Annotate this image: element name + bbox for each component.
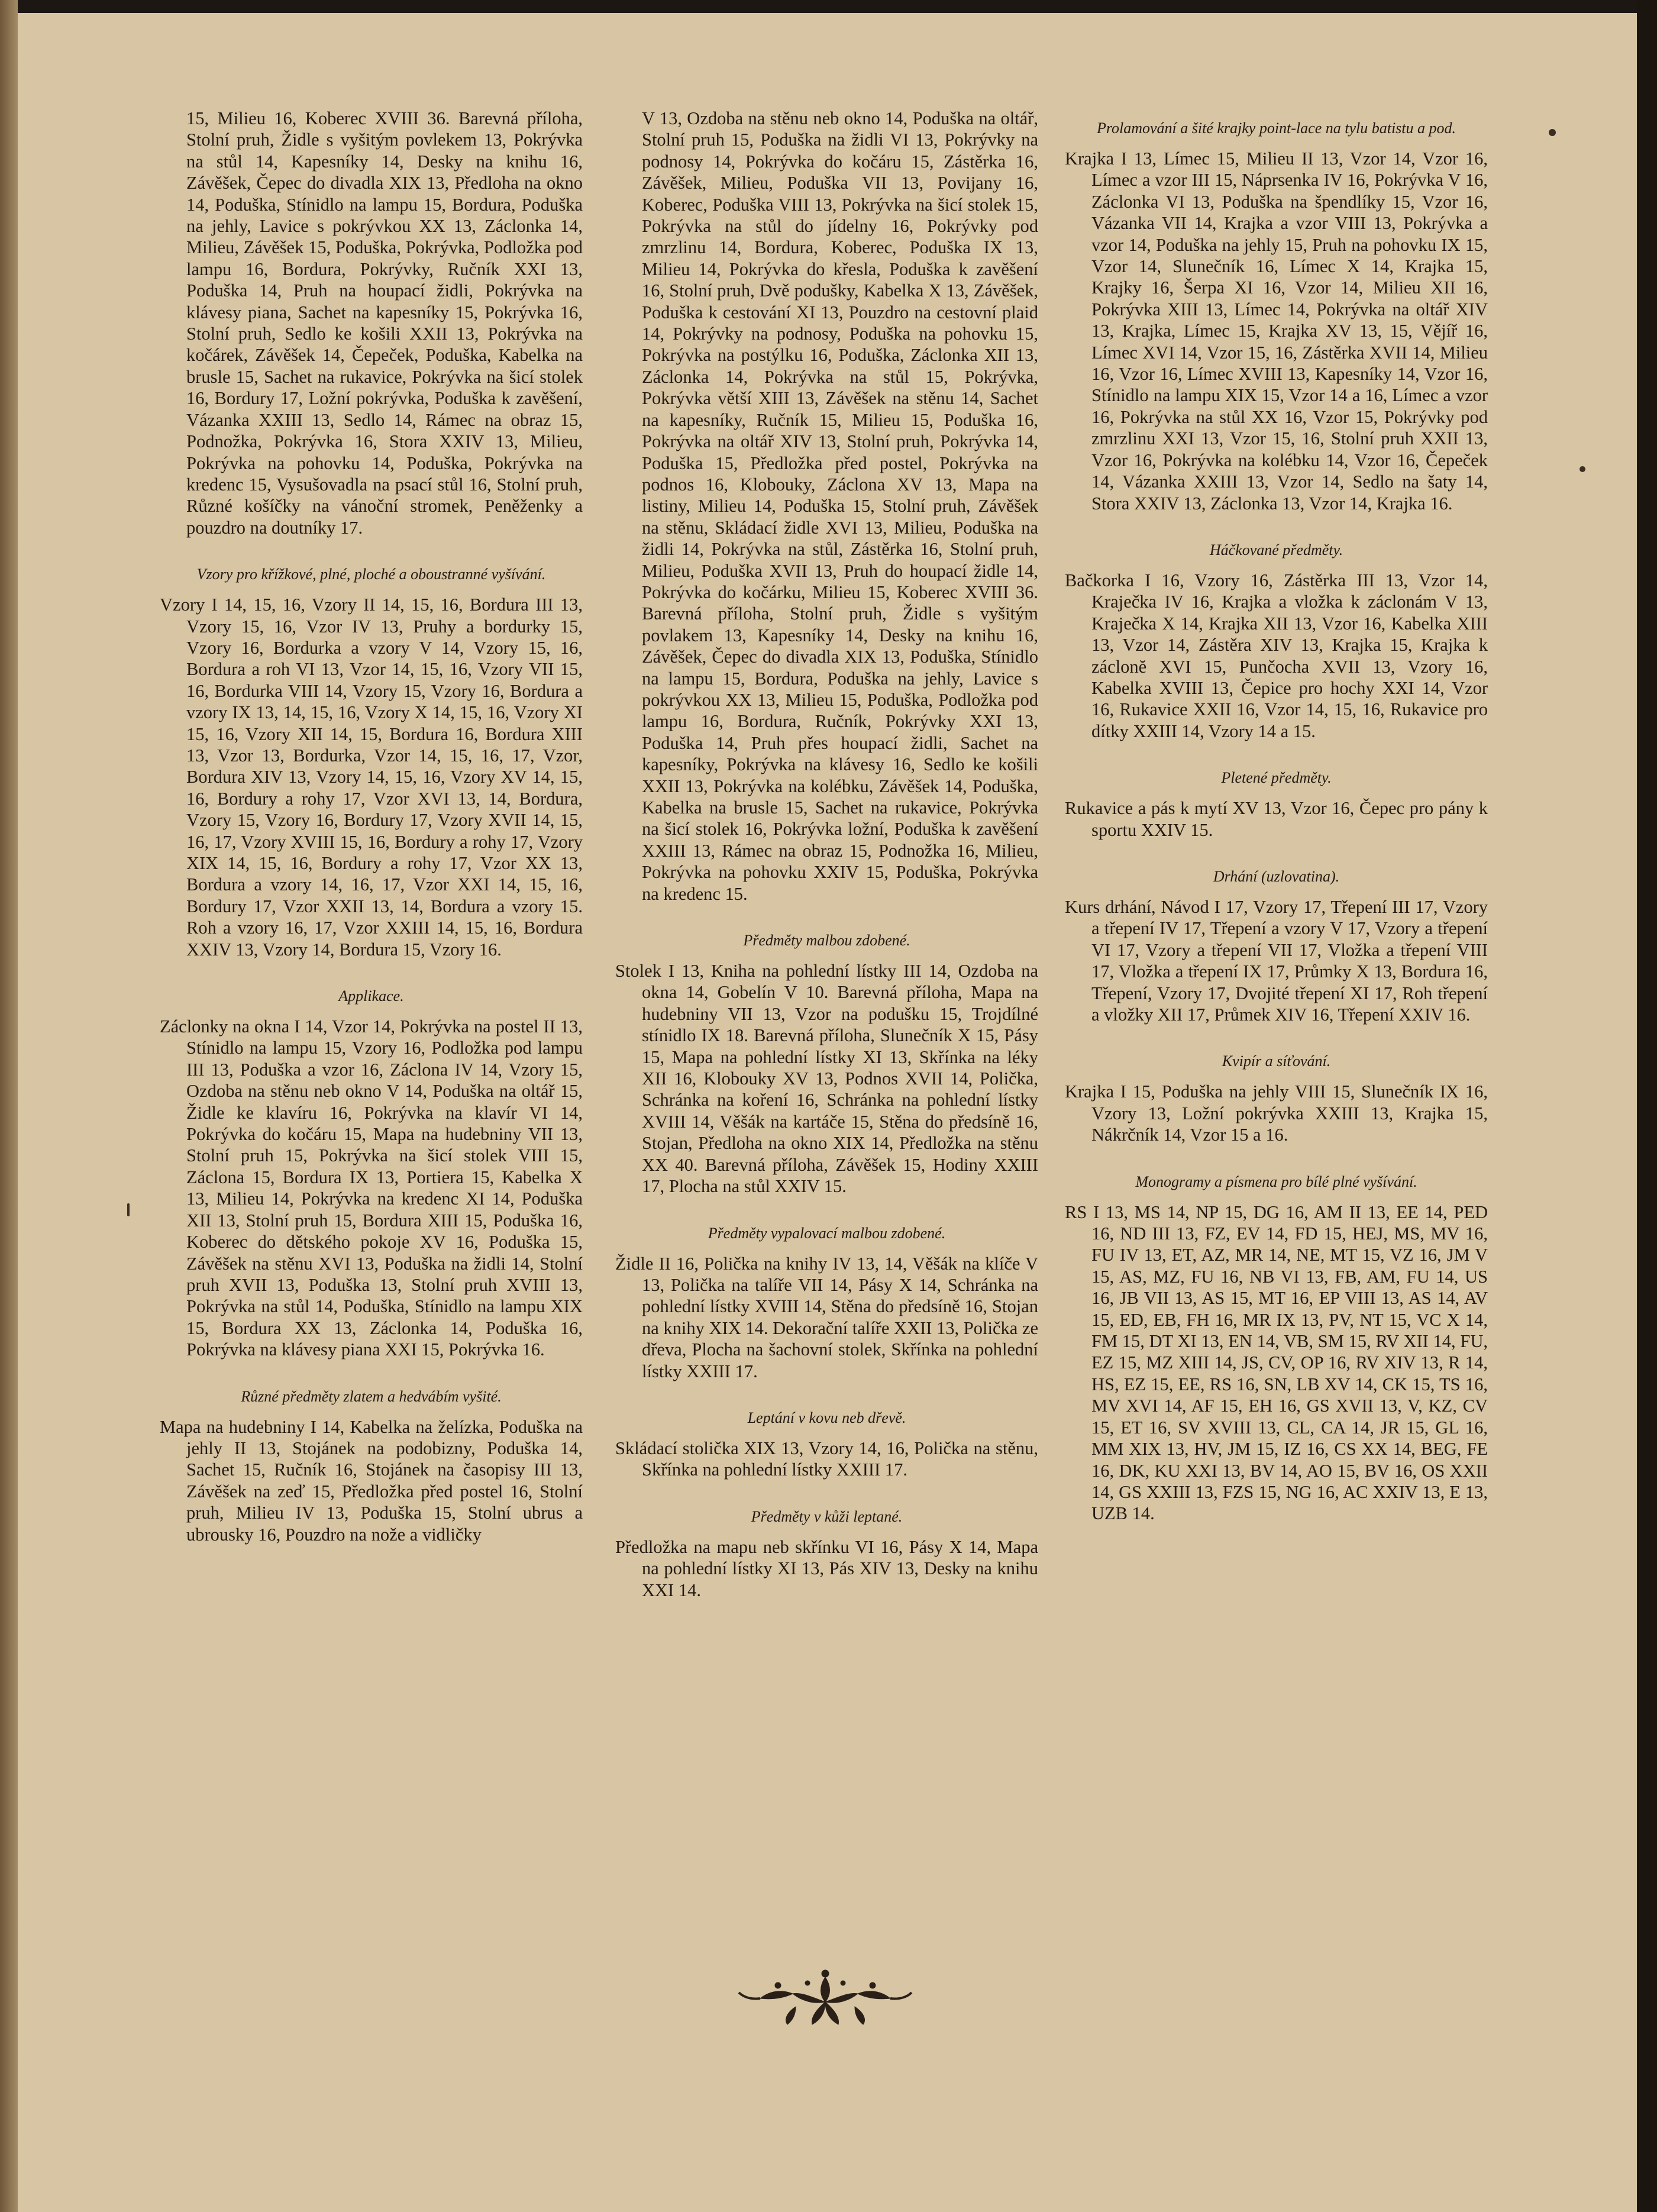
page-gutter: [0, 0, 18, 2212]
paragraph-macrame: Kurs drhání, Návod I 17, Vzory 17, Třepení III 17, Vzory a třepení IV 17, Třepení a vzory V 17, Vzory a třepení VI 17, Vzory a třepení VII 17, Vložka a třepení VIII 17, Vložka a třepení IX 17, Průmky X 13, Bordura 16, Třepení, Vzory 17, Dvojité třepení XI 17, Roh třepení a vložky XII 17, Průmek XIV 16, Třepení XXIV 16.: [1065, 896, 1488, 1025]
floral-ornament-icon: [737, 1965, 914, 2030]
ink-spot: [1549, 129, 1556, 136]
section-heading-crochet: Háčkované předměty.: [1209, 541, 1343, 558]
paragraph-continued-2: V 13, Ozdoba na stěnu neb okno 14, Poduška na oltář, Stolní pruh 15, Poduška na židli VI 13, Pokrývky na podnosy 14, Pokrývka do kočáru 15, Zástěrka 16, Závěšek, Milieu, Poduška VII 13, Povijany 16, Koberec, Poduška VIII 13, Pokrývka na šicí stolek 15, Pokrývka na stůl do jídelny 16, Pokrývky pod zmrzlinu 14, Bordura, Koberec, Poduška IX 13, Milieu 14, Pokrývka do křesla, Poduška k zavěšení 16, Stolní pruh, Dvě podušky, Kabelka X 13, Závěšek, Poduška k cestování XI 13, Pouzdro na cestovní plaid 14, Pokrývky na podnosy, Poduška na pohovku 15, Pokrývka na postýlku 16, Poduška, Záclonka XII 13, Záclonka 14, Pokrývka na stůl 15, Pokrývka, Pokrývka větší XIII 13, Závěšek na stěnu 14, Sachet na kapesníky, Ručník 15, Milieu 15, Poduška 16, Pokrývka na oltář XIV 13, Stolní pruh, Pokrývka 14, Poduška 15, Předložka před postel, Pokrývka na podnos 16, Klobouky, Záclona XV 13, Mapa na listiny, Milieu 14, Poduška 15, Stolní pruh, Závěšek na stěnu, Skládací židle XVI 13, Milieu, Poduška na židli 14, Pokrývka na stůl, Zástěrka 16, Stolní pruh, Milieu, Poduška XVII 13, Pruh do houpací židle 14, Pokrývka do kočárku, Milieu 15, Koberec XVIII 36. Barevná příloha, Stolní pruh, Židle s vyšitým povlakem 13, Kapesníky 14, Desky na knihu 16, Závěšek, Čepec do divadla XIX 13, Poduška, Stínidlo na lampu 15, Bordura, Poduška na jehly, Lavice s pokrývkou XX 13, Milieu 15, Poduška, Podložka pod lampu 16, Bordura, Ručník, Pokrývky XXI 13, Poduška 14, Pruh přes houpací židli, Sachet na kapesníky, Pokrývka na klávesy 16, Sedlo ke košili XXII 13, Pokrývka na kolébku, Závěšek 14, Poduška, Kabelka na brusle 15, Sachet na rukavice, Pokrývka na šicí stolek 16, Pokrývka ložní, Poduška k zavěšení XXIII 13, Rámec na obraz 15, Podnožka 16, Milieu, Pokrývka na pohovku XXIV 15, Poduška, Pokrývka na kredenc 15.: [642, 108, 1038, 904]
ink-spot: [1580, 466, 1585, 472]
paragraph-patterns: Vzory I 14, 15, 16, Vzory II 14, 15, 16, Bordura III 13, Vzory 15, 16, Vzor IV 13, Pruhy a bordurky 15, Vzory 16, Bordurka a vzory V 14, Vzory 15, 16, Bordura a roh VI 13, Vzor 14, 15, 16, Vzory VII 15, 16, Bordurka VIII 14, Vzory 15, Vzory 16, Bordura a vzory IX 13, 14, 15, 16, Vzory X 14, 15, 16, Vzory XI 15, 16, Vzory XII 14, 15, Bordura 16, Bordura XIII 13, Vzor 13, Bordurka, Vzor 14, 15, 16, 17, Vzor, Bordura XIV 13, Vzory 14, 15, 16, Vzory XV 14, 15, 16, Bordury a rohy 17, Vzor XVI 13, 14, Bordura, Vzory 15, Vzory 16, Bordury 17, Vzory XVII 14, 15, 16, 17, Vzory XVIII 15, 16, Bordury a rohy 17, Vzory XIX 14, 15, 16, Bordury a rohy 17, Vzor XX 13, Bordura a vzory 14, 16, 17, Vzor XXI 14, 15, 16, Bordury 17, Vzor XXII 13, 14, Bordura a vzory 15. Roh a vzory 16, 17, Vzor XXIII 14, 15, 16, Bordura XXIV 13, Vzory 14, Bordura 15, Vzory 16.: [160, 595, 583, 960]
section-heading-monograms: Monogramy a písmena pro bílé plné vyšívání.: [1135, 1173, 1417, 1190]
paragraph-continued: 15, Milieu 16, Koberec XVIII 36. Barevná příloha, Stolní pruh, Židle s vyšitým povlekem 13, Pokrývka na stůl 14, Kapesníky 14, Desky na knihu 16, Závěšek, Čepec do divadla XIX 13, Předloha na okno 14, Poduška, Stínidlo na lampu 15, Bordura, Poduška na jehly, Lavice s pokrývkou XX 13, Záclonka 14, Milieu, Závěšek 15, Poduška, Pokrývka, Podložka pod lampu 16, Bordura, Pokrývky, Ručník XXI 13, Poduška 14, Pruh na houpací židli, Pokrývka na klávesy piana, Sachet na kapesníky 15, Pokrývka 16, Stolní pruh, Sedlo ke košili XXII 13, Pokrývka na kočárek, Závěšek 14, Čepeček, Poduška, Kabelka na brusle 15, Sachet na rukavice, Pokrývka na šicí stolek 16, Bordury 17, Ložní pokrývka, Poduška k zavěšení, Vázanka XXIII 13, Sedlo 14, Rámec na obraz 15, Podnožka, Pokrývka 16, Stora XXIV 13, Milieu, Pokrývka na pohovku 14, Poduška, Pokrývka na kredenc 15, Vysušovadla na psací stůl 16, Stolní pruh, Různé košíčky na vánoční stromek, Peněženky a pouzdro na doutníky 17.: [186, 108, 583, 538]
section-heading-macrame: Drhání (uzlovatina).: [1213, 867, 1340, 885]
paragraph-knitting: Rukavice a pás k mytí XV 13, Vzor 16, Čepec pro pány k sportu XXIV 15.: [1065, 798, 1488, 840]
paragraph-pyrography: Židle II 16, Polička na knihy IV 13, 14, Věšák na klíče V 13, Polička na talíře VII 14, Pásy X 14, Schránka na pohlední lístky XVIII 14, Stěna do předsíně 16, Stojan na knihy XIX 14. Dekorační talíře XXII 13, Polička ze dřeva, Plocha na šachovní stolek, Skřínka na pohlední lístky XXIII 17.: [615, 1253, 1038, 1381]
section-heading-applique: Applikace.: [338, 987, 404, 1005]
scan-right-edge: [1637, 0, 1657, 2212]
paragraph-crochet: Bačkorka I 16, Vzory 16, Zástěrka III 13, Vzor 14, Kraječka IV 16, Krajka a vložka k záclonám V 13, Kraječka X 14, Krajka XII 13, Vzor 16, Kabelka XIII 13, Vzor 14, Zástěra XIV 13, Krajka 15, Krajka k záclonĕ XVI 15, Punčocha XVII 13, Vzory 16, Kabelka XVIII 13, Čepice pro hochy XXI 14, Vzor 16, Rukavice XXII 16, Vzor 14, 15, 16, Rukavice pro dítky XXIII 14, Vzory 14 a 15.: [1065, 570, 1488, 741]
paragraph-gold-silk: Mapa na hudebniny I 14, Kabelka na želízka, Poduška na jehly II 13, Stojánek na podobizny, Poduška 14, Sachet 15, Ručník 16, Stojánek na časopisy III 13, Závěšek na zeď 15, Předložka před postel 16, Stolní pruh, Milieu IV 13, Poduška 15, Stolní ubrus a ubrousky 16, Pouzdro na nože a vidličky: [160, 1416, 583, 1545]
paragraph-etching: Skládací stolička XIX 13, Vzory 14, 16, Polička na stěnu, Skřínka na pohlední lístky XXIII 17.: [615, 1438, 1038, 1480]
section-heading-cross-stitch-patterns: Vzory pro křížkové, plné, ploché a oboustranné vyšívání.: [196, 566, 546, 583]
page: [18, 13, 1637, 2212]
section-heading-gold-silk: Různé předměty zlatem a hedvábím vyšité.: [241, 1387, 502, 1405]
section-heading-pyrography: Předměty vypalovací malbou zdobené.: [708, 1224, 946, 1242]
column-2: [615, 108, 1038, 1622]
paragraph-leather: Předložka na mapu neb skřínku VI 16, Pásy X 14, Mapa na pohlední lístky XI 13, Pás XIV 13, Desky na knihu XXI 14.: [615, 1536, 1038, 1600]
scan-top-edge: [0, 0, 1657, 13]
paragraph-guipure: Krajka I 15, Poduška na jehly VIII 15, Slunečník IX 16, Vzory 13, Ložní pokrývka XXIII 13, Krajka 15, Nákrčník 14, Vzor 15 a 16.: [1065, 1081, 1488, 1145]
paragraph-lace: Krajka I 13, Límec 15, Milieu II 13, Vzor 14, Vzor 16, Límec a vzor III 15, Náprsenka IV 16, Pokrývka V 16, Záclonka VI 13, Poduška na špendlíky 15, Vzor 16, Vázanka VII 14, Krajka a vzor VIII 13, Pokrývka a vzor 14, Poduška na jehly 15, Pruh na pohovku IX 15, Vzor 14, Slunečník 16, Límec X 14, Krajka 15, Krajky 16, Šerpa XI 16, Vzor 14, Milieu XII 16, Pokrývka XIII 13, Límec 14, Pokrývka na oltář XIV 13, Krajka, Límec 15, Krajka XV 13, 15, Vějíř 16, Límec XVI 14, Vzor 15, 16, Zástěrka XVII 14, Milieu 16, Vzor 16, Límec XVIII 13, Kapesníky 14, Vzor 16, Stínidlo na lampu XIX 15, Vzor 14 a 16, Límec a vzor 16, Pokrývka na stůl XX 16, Vzor 15, Pokrývky pod zmrzlinu XXI 13, Vzor 15, 16, Stolní pruh XXII 13, Vzor 16, Pokrývka na kolébku 14, Vzor 16, Čepeček 14, Vázanka XXIII 13, Vzor 14, Sedlo na šaty 14, Stora XXIV 13, Záclonka 13, Vzor 14, Krajka 16.: [1065, 148, 1488, 514]
section-heading-lace: Prolamování a šité krajky point-lace na tylu batistu a pod.: [1096, 120, 1456, 137]
paragraph-applique: Záclonky na okna I 14, Vzor 14, Pokrývka na postel II 13, Stínidlo na lampu 15, Vzory 16, Podložka pod lampu III 13, Poduška a vzor 16, Záclona IV 14, Vzory 15, Ozdoba na stěnu neb okno V 14, Poduška na oltář 15, Židle ke klavíru 16, Pokrývka na klavír VI 14, Pokrývka do kočáru 15, Mapa na hudebniny VII 13, Stolní pruh 15, Pokrývka na šicí stolek VIII 15, Záclona 15, Bordura IX 13, Portiera 15, Kabelka X 13, Milieu 14, Pokrývka na kredenc XI 14, Poduška XII 13, Stolní pruh 15, Bordura XIII 15, Poduška 16, Koberec do dětského pokoje XV 16, Poduška 15, Závěšek na stěnu XVI 13, Poduška na židli 14, Stolní pruh XVII 13, Poduška 13, Stolní pruh XVIII 13, Pokrývka na stůl 14, Poduška, Stínidlo na lampu XIX 15, Bordura XX 13, Záclonka 14, Poduška 16, Pokrývka na klávesy piana XXI 15, Pokrývka 16.: [160, 1016, 583, 1360]
section-heading-painted-items: Předměty malbou zdobené.: [743, 932, 910, 950]
column-3: [1065, 108, 1488, 1546]
paragraph-painted-items: Stolek I 13, Kniha na pohlední lístky III 14, Ozdoba na okna 14, Gobelín V 10. Barevná příloha, Mapa na hudebniny VII 13, Vzor na podušku 15, Trojdílné stínidlo IX 18. Barevná příloha, Slunečník X 15, Pásy 15, Mapa na pohlední lístky XI 13, Skřínka na léky XII 16, Klobouky XV 13, Podnos XVII 14, Polička, Schránka na koření 16, Schránka na pohlední lístky XVIII 14, Věšák na kartáče 15, Stěna do předsíně 16, Stojan, Předloha na okno XIX 14, Předložka na stěnu XX 40. Barevná příloha, Závěšek 15, Hodiny XXIII 17, Plocha na stůl XXIV 15.: [615, 961, 1038, 1197]
section-heading-leather: Předměty v kůži leptané.: [751, 1507, 903, 1525]
section-heading-etching: Leptání v kovu neb dřevě.: [747, 1409, 906, 1426]
paragraph-monograms: RS I 13, MS 14, NP 15, DG 16, AM II 13, EE 14, PED 16, ND III 13, FZ, EV 14, FD 15, HEJ, MS, MV 16, FU IV 13, ET, AZ, MR 14, NE, MT 15, VZ 16, JM V 15, AS, MZ, FU 16, NB VI 13, FB, AM, FU 14, US 16, JB VII 13, AS 15, MT 16, EP VIII 13, AS 14, AV 15, ED, EB, FH 16, MR IX 13, PV, NT 15, VC X 14, FM 15, DT XI 13, EN 14, VB, SM 15, RV XII 14, FU, EZ 15, MZ XIII 14, JS, CV, OP 16, RV XIV 13, R 14, HS, EZ 15, EE, RS 16, SN, LB XV 14, CK 15, TS 16, MV XVI 14, AF 15, EH 16, GS XVII 13, V, KZ, CV 15, ET 16, SV XVIII 13, CL, CA 14, JR 15, GL 16, MM XIX 13, HV, JM 15, IZ 16, CS XX 14, BEG, FE 16, DK, KU XXI 13, BV 14, AO 15, BV 16, OS XXII 14, GS XXIII 13, FZS 15, NG 16, AC XXIV 13, E 13, UZB 14.: [1065, 1202, 1488, 1524]
section-heading-guipure: Kvipír a síťování.: [1222, 1052, 1331, 1070]
section-heading-knitting: Pletené předměty.: [1221, 769, 1332, 787]
ink-mark: [127, 1203, 130, 1216]
column-1: [160, 108, 583, 1567]
